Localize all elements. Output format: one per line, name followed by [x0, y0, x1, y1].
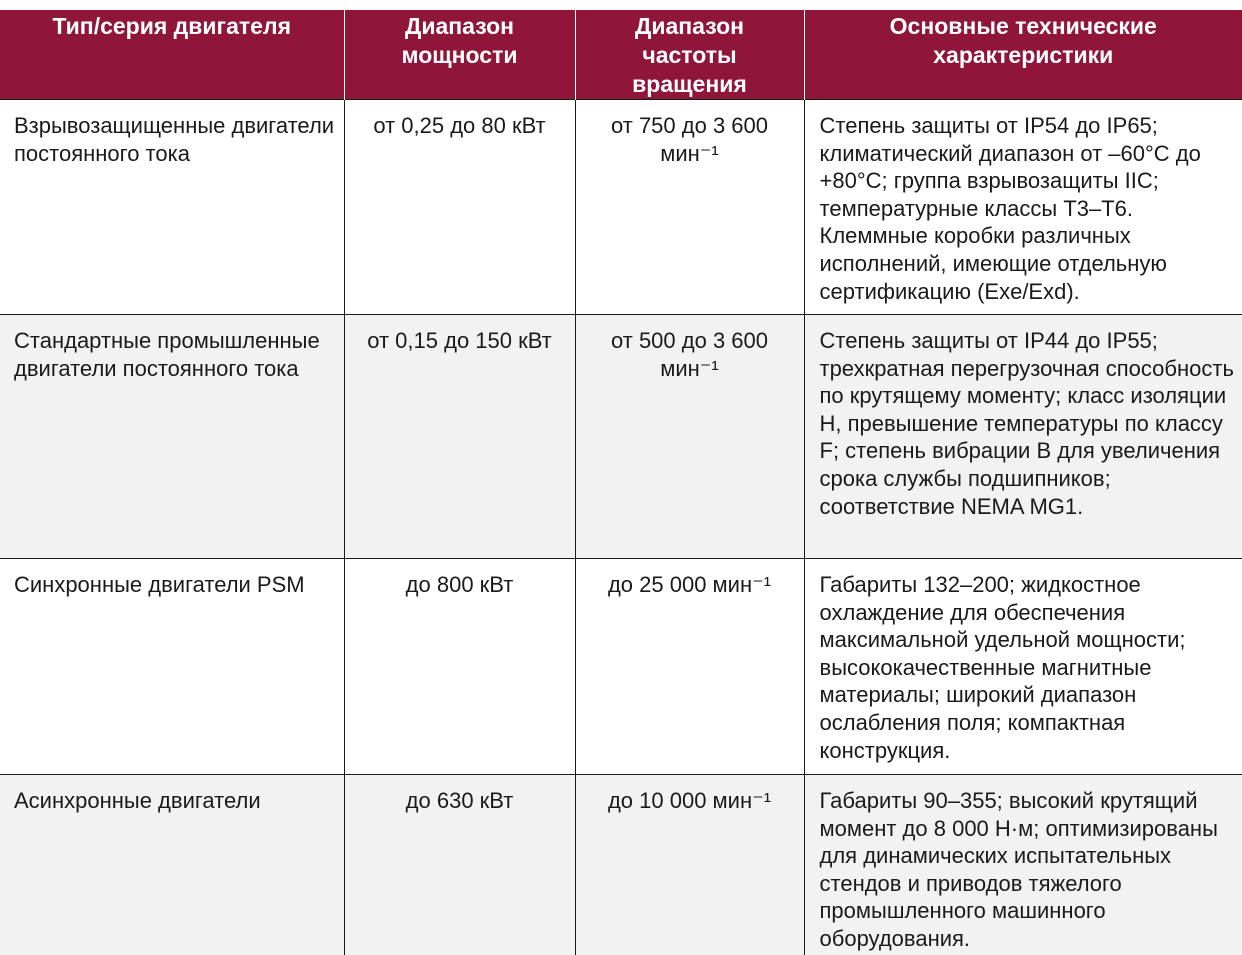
header-main-specs: Основные технические характеристики — [804, 10, 1242, 100]
header-motor-type: Тип/серия двигателя — [0, 10, 344, 100]
header-power-range: Диапазон мощности — [344, 10, 575, 100]
cell-power-range: до 800 кВт — [344, 559, 575, 775]
cell-speed-range: до 10 000 мин⁻¹ — [575, 775, 804, 955]
table-row — [0, 775, 1242, 955]
cell-motor-type: Стандартные промышленные двигатели постоянного тока — [0, 315, 344, 559]
cell-power-range: от 0,15 до 150 кВт — [344, 315, 575, 559]
cell-main-specs: Степень защиты от IP54 до IP65; климатический диапазон от –60°C до +80°C; группа взрывозащиты IIC; температурные классы Т3–Т6. Клеммные коробки различных исполнений, имеющие отдельную сертификацию (Exe/Exd). — [804, 100, 1242, 315]
cell-speed-range: до 25 000 мин⁻¹ — [575, 559, 804, 775]
cell-power-range: до 630 кВт — [344, 775, 575, 955]
table-body — [0, 100, 1242, 955]
table-row — [0, 559, 1242, 775]
cell-motor-type: Асинхронные двигатели — [0, 775, 344, 955]
table-header — [0, 10, 1242, 100]
cell-main-specs: Степень защиты от IP44 до IP55; трехкратная перегрузочная способность по крутящему моменту; класс изоляции H, превышение температуры по классу F; степень вибрации B для увеличения срока службы подшипников; соответствие NEMA MG1. — [804, 315, 1242, 559]
cell-speed-range: от 500 до 3 600 мин⁻¹ — [575, 315, 804, 559]
cell-motor-type: Взрывозащищенные двигатели постоянного тока — [0, 100, 344, 315]
cell-speed-range: от 750 до 3 600 мин⁻¹ — [575, 100, 804, 315]
cell-motor-type: Синхронные двигатели PSM — [0, 559, 344, 775]
cell-main-specs: Габариты 132–200; жидкостное охлаждение для обеспечения максимальной удельной мощности; высококачественные магнитные материалы; широкий диапазон ослабления поля; компактная конструкция. — [804, 559, 1242, 775]
motor-spec-table — [0, 10, 1242, 955]
table-row — [0, 315, 1242, 559]
cell-main-specs: Габариты 90–355; высокий крутящий момент до 8 000 Н·м; оптимизированы для динамических испытательных стендов и приводов тяжелого промышленного машинного оборудования. — [804, 775, 1242, 955]
header-speed-range: Диапазон частоты вращения — [575, 10, 804, 100]
cell-power-range: от 0,25 до 80 кВт — [344, 100, 575, 315]
header-row — [0, 10, 1242, 100]
table-row — [0, 100, 1242, 315]
